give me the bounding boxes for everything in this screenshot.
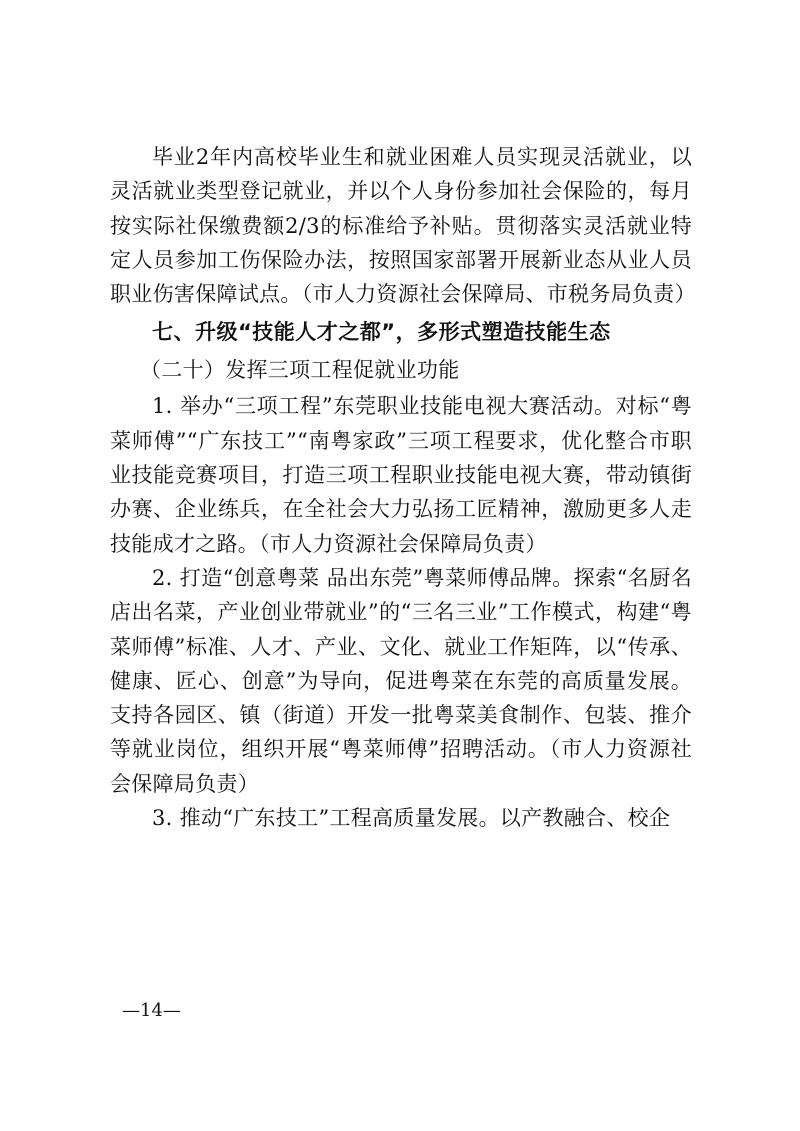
paragraph-flexible-employment: 毕业2年内高校毕业生和就业困难人员实现灵活就业，以灵活就业类型登记就业，并以个人身份参加社会保险的，每月按实际社保缴费额2/3的标准给予补贴。贯彻落实灵活就业特定人员参加工伤保险办法，按照国家部署开展新业态从业人员职业伤害保障试点。（市人力资源社会保障局、市税务局负责）	[110, 145, 696, 307]
section-heading-skills-capital: 七、升级“技能人才之都”，多形式塑造技能生态	[152, 320, 611, 345]
page-number: —14—	[122, 1000, 181, 1021]
document-body	[110, 140, 696, 835]
subsection-heading-three-projects: （二十）发挥三项工程促就业功能	[140, 358, 460, 383]
paragraph-item-2-cantonese-chef: 2. 打造“创意粤菜 品出东莞”粤菜师傅品牌。探索“名厨名店出名菜，产业创业带就业”的“三名三业”工作模式，构建“粤菜师傅”标准、人才、产业、文化、就业工作矩阵，以“传承、健康、匠心、创意”为导向，促进粤菜在东莞的高质量发展。支持各园区、镇（街道）开发一批粤菜美食制作、包装、推介等就业岗位，组织开展“粤菜师傅”招聘活动。（市人力资源社会保障局负责）	[110, 565, 692, 796]
paragraph-item-3-guangdong-technician: 3. 推动“广东技工”工程高质量发展。以产教融合、校企	[152, 806, 671, 831]
paragraph-item-1-tv-contest: 1. 举办“三项工程”东莞职业技能电视大赛活动。对标“粤菜师傅”“广东技工”“南粤家政”三项工程要求，优化整合市职业技能竞赛项目，打造三项工程职业技能电视大赛，带动镇街办赛、企业练兵，在全社会大力弘扬工匠精神，激励更多人走技能成才之路。（市人力资源社会保障局负责）	[110, 394, 692, 556]
